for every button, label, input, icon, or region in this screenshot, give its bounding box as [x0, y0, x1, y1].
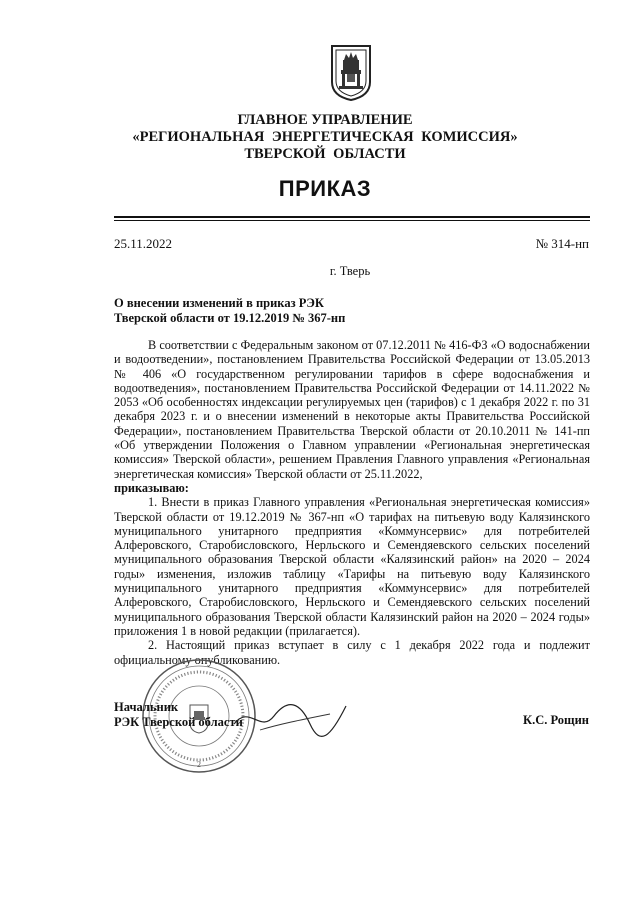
document-subject [114, 296, 374, 326]
header-divider-thin [114, 220, 590, 221]
signatory-name: К.С. Рощин [523, 713, 589, 727]
document-date: 25.11.2022 [114, 236, 173, 251]
org-name-line-3: ТВЕРСКОЙ ОБЛАСТИ [244, 146, 406, 162]
header-divider-thick [114, 216, 590, 218]
subject-line-2: Тверской области от 19.12.2019 № 367-нп [114, 311, 346, 325]
document-city: г. Тверь [329, 264, 371, 278]
signatory-position-line-1: Начальник [114, 700, 179, 714]
item-1-paragraph: 1. Внести в приказ Главного управления «Региональная энергетическая комиссия» Тверской области от 19.12.2019 № 367-нп «О тарифах на питьевую воду Калязинского муниципального унитарного предприятия «Коммунсервис» для потребителей Алферовского, Старобисловского, Нерльского и Семендяевского сельских поселений муниципального образования Тверской области «Калязинский район» на 2020 – 2024 годы» изменения, изложив таблицу «Тарифы на питьевую воду Калязинского муниципального унитарного предприятия «Коммунсервис» для потребителей Алферовского, Старобисловского, Нерльского и Семендяевского сельских поселений муниципального образования Тверской области Калязинский район на 2020 – 2024 годы» приложения 1 в новой редакции (прилагается). [114, 495, 590, 638]
item-2-paragraph: 2. Настоящий приказ вступает в силу с 1 декабря 2022 года и подлежит официальному опубликованию. [114, 638, 590, 667]
document-title: ПРИКАЗ [278, 176, 372, 201]
subject-line-1: О внесении изменений в приказ РЭК [114, 296, 324, 310]
org-name-line-2: «РЕГИОНАЛЬНАЯ ЭНЕРГЕТИЧЕСКАЯ КОМИССИЯ» [132, 129, 518, 145]
document-number: № 314-нп [535, 236, 589, 251]
signatory-position [114, 700, 243, 730]
preamble-paragraph: В соответствии с Федеральным законом от 07.12.2011 № 416-ФЗ «О водоснабжении и водоотведении», постановлением Правительства Российской Федерации от 13.05.2013 № 406 «О государственном регулировании тарифов в сфере водоснабжения и водоотведения», постановлением Правительства Российской Федерации от 14.11.2022 № 2053 «Об особенностях индексации регулируемых цен (тарифов) с 1 декабря 2022 г. по 31 декабря 2023 г. и о внесении изменений в некоторые акты Правительства Российской Федерации», постановлением Правительства Тверской области от 20.10.2011 № 141-пп «Об утверждении Положения о Главном управлении «Региональная энергетическая комиссия» Тверской области», решением Правления Главного управления «Региональная энергетическая комиссия» Тверской области от 25.11.2022, [114, 338, 590, 481]
decree-word: приказываю: [114, 480, 189, 495]
signatory-position-line-2: РЭК Тверской области [114, 715, 243, 729]
handwritten-signature-icon [230, 694, 350, 744]
seal-number: 2 [197, 760, 201, 769]
tver-coat-of-arms-icon [330, 44, 372, 102]
org-name-line-1: ГЛАВНОЕ УПРАВЛЕНИЕ [237, 112, 413, 128]
document-body [114, 338, 590, 667]
